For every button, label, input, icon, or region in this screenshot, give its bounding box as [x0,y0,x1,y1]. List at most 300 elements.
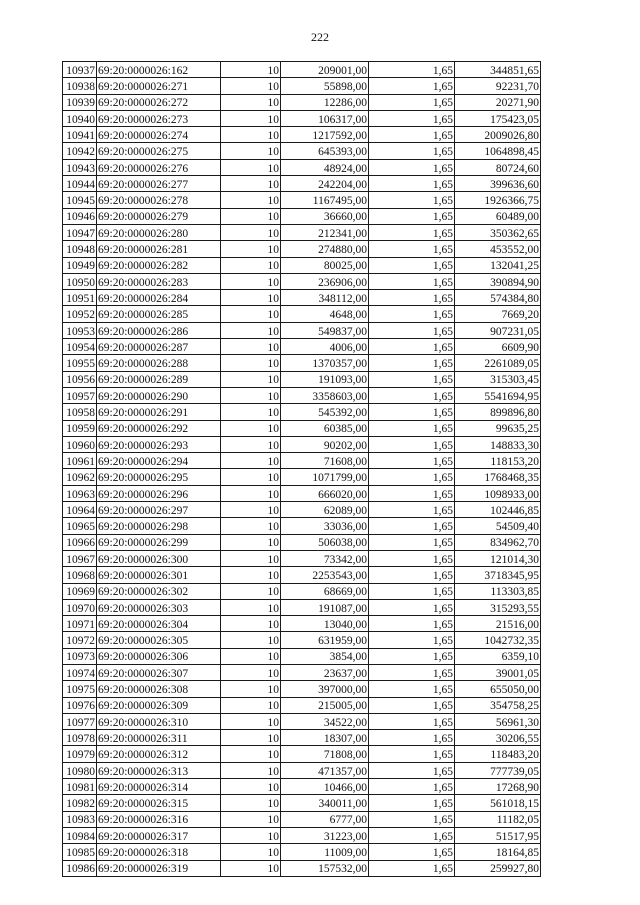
category-code-cell: 10 [221,648,281,664]
table-row [63,404,541,420]
cadastral-value-cell: 10466,00 [281,779,369,795]
cadastral-value-cell: 12286,00 [281,94,369,110]
category-code-cell: 10 [221,436,281,452]
row-number-cell: 10962 [63,469,97,485]
cadastral-number-cell: 69:20:0000026:303 [97,599,221,615]
category-code-cell: 10 [221,518,281,534]
coefficient-cell: 1,65 [369,762,455,778]
cadastral-number-cell: 69:20:0000026:277 [97,176,221,192]
row-number-cell: 10940 [63,110,97,126]
total-value-cell: 99635,25 [455,420,541,436]
category-code-cell: 10 [221,241,281,257]
category-code-cell: 10 [221,192,281,208]
coefficient-cell: 1,65 [369,811,455,827]
category-code-cell: 10 [221,404,281,420]
coefficient-cell: 1,65 [369,224,455,240]
row-number-cell: 10956 [63,371,97,387]
coefficient-cell: 1,65 [369,404,455,420]
category-code-cell: 10 [221,62,281,78]
total-value-cell: 121014,30 [455,550,541,566]
total-value-cell: 354758,25 [455,697,541,713]
total-value-cell: 54509,40 [455,518,541,534]
total-value-cell: 80724,60 [455,159,541,175]
coefficient-cell: 1,65 [369,697,455,713]
cadastral-number-cell: 69:20:0000026:285 [97,306,221,322]
table-row [63,779,541,795]
row-number-cell: 10941 [63,127,97,143]
cadastral-number-cell: 69:20:0000026:280 [97,224,221,240]
row-number-cell: 10937 [63,62,97,78]
coefficient-cell: 1,65 [369,94,455,110]
total-value-cell: 907231,05 [455,322,541,338]
coefficient-cell: 1,65 [369,322,455,338]
cadastral-number-cell: 69:20:0000026:318 [97,844,221,860]
row-number-cell: 10943 [63,159,97,175]
row-number-cell: 10946 [63,208,97,224]
cadastral-value-cell: 545392,00 [281,404,369,420]
table-row [63,290,541,306]
table-row [63,127,541,143]
coefficient-cell: 1,65 [369,648,455,664]
total-value-cell: 574384,80 [455,290,541,306]
cadastral-number-cell: 69:20:0000026:290 [97,387,221,403]
total-value-cell: 56961,30 [455,713,541,729]
cadastral-value-cell: 191087,00 [281,599,369,615]
row-number-cell: 10980 [63,762,97,778]
category-code-cell: 10 [221,664,281,680]
cadastral-number-cell: 69:20:0000026:288 [97,355,221,371]
parcel-table [62,61,541,877]
table-row [63,730,541,746]
cadastral-value-cell: 68669,00 [281,583,369,599]
coefficient-cell: 1,65 [369,567,455,583]
row-number-cell: 10952 [63,306,97,322]
category-code-cell: 10 [221,469,281,485]
table-row [63,648,541,664]
table-row [63,110,541,126]
table-row [63,583,541,599]
coefficient-cell: 1,65 [369,827,455,843]
row-number-cell: 10976 [63,697,97,713]
table-row [63,550,541,566]
coefficient-cell: 1,65 [369,192,455,208]
row-number-cell: 10983 [63,811,97,827]
cadastral-value-cell: 6777,00 [281,811,369,827]
total-value-cell: 30206,55 [455,730,541,746]
category-code-cell: 10 [221,110,281,126]
cadastral-value-cell: 549837,00 [281,322,369,338]
cadastral-number-cell: 69:20:0000026:275 [97,143,221,159]
total-value-cell: 51517,95 [455,827,541,843]
cadastral-value-cell: 645393,00 [281,143,369,159]
category-code-cell: 10 [221,534,281,550]
cadastral-value-cell: 4648,00 [281,306,369,322]
cadastral-number-cell: 69:20:0000026:273 [97,110,221,126]
table-row [63,681,541,697]
total-value-cell: 20271,90 [455,94,541,110]
total-value-cell: 21516,00 [455,616,541,632]
cadastral-value-cell: 1071799,00 [281,469,369,485]
cadastral-number-cell: 69:20:0000026:309 [97,697,221,713]
category-code-cell: 10 [221,94,281,110]
coefficient-cell: 1,65 [369,208,455,224]
cadastral-value-cell: 36660,00 [281,208,369,224]
total-value-cell: 6359,10 [455,648,541,664]
row-number-cell: 10953 [63,322,97,338]
cadastral-number-cell: 69:20:0000026:271 [97,78,221,94]
total-value-cell: 6609,90 [455,339,541,355]
table-row [63,762,541,778]
coefficient-cell: 1,65 [369,241,455,257]
page-number: 222 [311,30,329,44]
table-row [63,224,541,240]
category-code-cell: 10 [221,339,281,355]
cadastral-value-cell: 33036,00 [281,518,369,534]
table-row [63,322,541,338]
table-row [63,502,541,518]
coefficient-cell: 1,65 [369,469,455,485]
total-value-cell: 113303,85 [455,583,541,599]
row-number-cell: 10969 [63,583,97,599]
table-row [63,485,541,501]
cadastral-number-cell: 69:20:0000026:315 [97,795,221,811]
total-value-cell: 834962,70 [455,534,541,550]
category-code-cell: 10 [221,208,281,224]
cadastral-value-cell: 1217592,00 [281,127,369,143]
category-code-cell: 10 [221,224,281,240]
table-row [63,355,541,371]
total-value-cell: 7669,20 [455,306,541,322]
cadastral-value-cell: 31223,00 [281,827,369,843]
cadastral-number-cell: 69:20:0000026:276 [97,159,221,175]
table-row [63,746,541,762]
cadastral-number-cell: 69:20:0000026:283 [97,273,221,289]
category-code-cell: 10 [221,159,281,175]
category-code-cell: 10 [221,387,281,403]
table-row [63,339,541,355]
cadastral-number-cell: 69:20:0000026:299 [97,534,221,550]
category-code-cell: 10 [221,860,281,876]
table-row [63,567,541,583]
total-value-cell: 1042732,35 [455,632,541,648]
total-value-cell: 17268,90 [455,779,541,795]
cadastral-number-cell: 69:20:0000026:289 [97,371,221,387]
category-code-cell: 10 [221,811,281,827]
category-code-cell: 10 [221,697,281,713]
row-number-cell: 10954 [63,339,97,355]
row-number-cell: 10972 [63,632,97,648]
table-row [63,387,541,403]
cadastral-number-cell: 69:20:0000026:312 [97,746,221,762]
cadastral-number-cell: 69:20:0000026:313 [97,762,221,778]
row-number-cell: 10947 [63,224,97,240]
cadastral-value-cell: 11009,00 [281,844,369,860]
cadastral-number-cell: 69:20:0000026:305 [97,632,221,648]
category-code-cell: 10 [221,485,281,501]
coefficient-cell: 1,65 [369,583,455,599]
table-row [63,827,541,843]
row-number-cell: 10955 [63,355,97,371]
coefficient-cell: 1,65 [369,599,455,615]
coefficient-cell: 1,65 [369,730,455,746]
table-row [63,811,541,827]
cadastral-number-cell: 69:20:0000026:296 [97,485,221,501]
total-value-cell: 118153,20 [455,453,541,469]
cadastral-value-cell: 340011,00 [281,795,369,811]
table-row [63,632,541,648]
row-number-cell: 10986 [63,860,97,876]
total-value-cell: 2009026,80 [455,127,541,143]
cadastral-value-cell: 60385,00 [281,420,369,436]
coefficient-cell: 1,65 [369,273,455,289]
row-number-cell: 10958 [63,404,97,420]
row-number-cell: 10961 [63,453,97,469]
cadastral-number-cell: 69:20:0000026:293 [97,436,221,452]
cadastral-number-cell: 69:20:0000026:294 [97,453,221,469]
cadastral-value-cell: 4006,00 [281,339,369,355]
coefficient-cell: 1,65 [369,502,455,518]
cadastral-number-cell: 69:20:0000026:272 [97,94,221,110]
category-code-cell: 10 [221,306,281,322]
total-value-cell: 777739,05 [455,762,541,778]
table-row [63,306,541,322]
total-value-cell: 1926366,75 [455,192,541,208]
total-value-cell: 148833,30 [455,436,541,452]
coefficient-cell: 1,65 [369,355,455,371]
coefficient-cell: 1,65 [369,290,455,306]
cadastral-number-cell: 69:20:0000026:307 [97,664,221,680]
total-value-cell: 259927,80 [455,860,541,876]
cadastral-number-cell: 69:20:0000026:286 [97,322,221,338]
cadastral-number-cell: 69:20:0000026:297 [97,502,221,518]
cadastral-value-cell: 18307,00 [281,730,369,746]
coefficient-cell: 1,65 [369,485,455,501]
row-number-cell: 10979 [63,746,97,762]
table-row [63,518,541,534]
coefficient-cell: 1,65 [369,306,455,322]
row-number-cell: 10938 [63,78,97,94]
category-code-cell: 10 [221,78,281,94]
table-row [63,192,541,208]
cadastral-value-cell: 274880,00 [281,241,369,257]
row-number-cell: 10982 [63,795,97,811]
cadastral-value-cell: 242204,00 [281,176,369,192]
cadastral-number-cell: 69:20:0000026:274 [97,127,221,143]
category-code-cell: 10 [221,583,281,599]
row-number-cell: 10967 [63,550,97,566]
cadastral-number-cell: 69:20:0000026:282 [97,257,221,273]
cadastral-number-cell: 69:20:0000026:308 [97,681,221,697]
total-value-cell: 1098933,00 [455,485,541,501]
cadastral-value-cell: 157532,00 [281,860,369,876]
coefficient-cell: 1,65 [369,110,455,126]
cadastral-value-cell: 236906,00 [281,273,369,289]
table-row [63,453,541,469]
table-row [63,599,541,615]
category-code-cell: 10 [221,827,281,843]
cadastral-value-cell: 209001,00 [281,62,369,78]
row-number-cell: 10968 [63,567,97,583]
category-code-cell: 10 [221,632,281,648]
row-number-cell: 10959 [63,420,97,436]
cadastral-number-cell: 69:20:0000026:310 [97,713,221,729]
cadastral-number-cell: 69:20:0000026:278 [97,192,221,208]
parcel-table-body [63,62,541,877]
cadastral-value-cell: 23637,00 [281,664,369,680]
category-code-cell: 10 [221,746,281,762]
coefficient-cell: 1,65 [369,78,455,94]
cadastral-number-cell: 69:20:0000026:279 [97,208,221,224]
category-code-cell: 10 [221,616,281,632]
cadastral-number-cell: 69:20:0000026:298 [97,518,221,534]
coefficient-cell: 1,65 [369,681,455,697]
row-number-cell: 10984 [63,827,97,843]
cadastral-number-cell: 69:20:0000026:295 [97,469,221,485]
cadastral-value-cell: 471357,00 [281,762,369,778]
total-value-cell: 350362,65 [455,224,541,240]
cadastral-value-cell: 348112,00 [281,290,369,306]
coefficient-cell: 1,65 [369,387,455,403]
row-number-cell: 10957 [63,387,97,403]
category-code-cell: 10 [221,844,281,860]
row-number-cell: 10951 [63,290,97,306]
category-code-cell: 10 [221,290,281,306]
category-code-cell: 10 [221,681,281,697]
total-value-cell: 344851,65 [455,62,541,78]
cadastral-value-cell: 106317,00 [281,110,369,126]
total-value-cell: 118483,20 [455,746,541,762]
table-row [63,795,541,811]
category-code-cell: 10 [221,502,281,518]
cadastral-value-cell: 48924,00 [281,159,369,175]
coefficient-cell: 1,65 [369,844,455,860]
cadastral-value-cell: 3854,00 [281,648,369,664]
coefficient-cell: 1,65 [369,436,455,452]
cadastral-value-cell: 1167495,00 [281,192,369,208]
coefficient-cell: 1,65 [369,550,455,566]
cadastral-value-cell: 55898,00 [281,78,369,94]
cadastral-number-cell: 69:20:0000026:287 [97,339,221,355]
cadastral-value-cell: 71608,00 [281,453,369,469]
total-value-cell: 5541694,95 [455,387,541,403]
row-number-cell: 10985 [63,844,97,860]
category-code-cell: 10 [221,567,281,583]
cadastral-number-cell: 69:20:0000026:306 [97,648,221,664]
cadastral-number-cell: 69:20:0000026:284 [97,290,221,306]
coefficient-cell: 1,65 [369,779,455,795]
total-value-cell: 315293,55 [455,599,541,615]
row-number-cell: 10960 [63,436,97,452]
table-row [63,94,541,110]
table-row [63,697,541,713]
category-code-cell: 10 [221,355,281,371]
cadastral-value-cell: 397000,00 [281,681,369,697]
row-number-cell: 10963 [63,485,97,501]
category-code-cell: 10 [221,371,281,387]
total-value-cell: 60489,00 [455,208,541,224]
cadastral-value-cell: 215005,00 [281,697,369,713]
total-value-cell: 175423,05 [455,110,541,126]
table-row [63,616,541,632]
table-row [63,241,541,257]
coefficient-cell: 1,65 [369,143,455,159]
cadastral-value-cell: 212341,00 [281,224,369,240]
total-value-cell: 11182,05 [455,811,541,827]
category-code-cell: 10 [221,599,281,615]
category-code-cell: 10 [221,550,281,566]
coefficient-cell: 1,65 [369,339,455,355]
cadastral-value-cell: 34522,00 [281,713,369,729]
category-code-cell: 10 [221,453,281,469]
coefficient-cell: 1,65 [369,518,455,534]
cadastral-value-cell: 506038,00 [281,534,369,550]
total-value-cell: 132041,25 [455,257,541,273]
cadastral-number-cell: 69:20:0000026:311 [97,730,221,746]
total-value-cell: 453552,00 [455,241,541,257]
coefficient-cell: 1,65 [369,795,455,811]
row-number-cell: 10949 [63,257,97,273]
row-number-cell: 10978 [63,730,97,746]
table-row [63,436,541,452]
cadastral-value-cell: 73342,00 [281,550,369,566]
coefficient-cell: 1,65 [369,453,455,469]
table-row [63,844,541,860]
coefficient-cell: 1,65 [369,371,455,387]
table-row [63,208,541,224]
cadastral-number-cell: 69:20:0000026:316 [97,811,221,827]
row-number-cell: 10977 [63,713,97,729]
coefficient-cell: 1,65 [369,713,455,729]
total-value-cell: 102446,85 [455,502,541,518]
table-row [63,371,541,387]
category-code-cell: 10 [221,420,281,436]
cadastral-number-cell: 69:20:0000026:319 [97,860,221,876]
row-number-cell: 10945 [63,192,97,208]
coefficient-cell: 1,65 [369,860,455,876]
coefficient-cell: 1,65 [369,664,455,680]
cadastral-value-cell: 13040,00 [281,616,369,632]
row-number-cell: 10975 [63,681,97,697]
total-value-cell: 92231,70 [455,78,541,94]
cadastral-value-cell: 666020,00 [281,485,369,501]
cadastral-value-cell: 80025,00 [281,257,369,273]
row-number-cell: 10964 [63,502,97,518]
total-value-cell: 1768468,35 [455,469,541,485]
table-row [63,664,541,680]
category-code-cell: 10 [221,176,281,192]
row-number-cell: 10971 [63,616,97,632]
total-value-cell: 18164,85 [455,844,541,860]
table-row [63,273,541,289]
category-code-cell: 10 [221,127,281,143]
table-row [63,78,541,94]
cadastral-value-cell: 3358603,00 [281,387,369,403]
row-number-cell: 10950 [63,273,97,289]
cadastral-value-cell: 2253543,00 [281,567,369,583]
row-number-cell: 10974 [63,664,97,680]
category-code-cell: 10 [221,713,281,729]
coefficient-cell: 1,65 [369,257,455,273]
row-number-cell: 10944 [63,176,97,192]
row-number-cell: 10970 [63,599,97,615]
cadastral-number-cell: 69:20:0000026:291 [97,404,221,420]
total-value-cell: 2261089,05 [455,355,541,371]
category-code-cell: 10 [221,273,281,289]
row-number-cell: 10942 [63,143,97,159]
table-row [63,534,541,550]
coefficient-cell: 1,65 [369,176,455,192]
row-number-cell: 10981 [63,779,97,795]
